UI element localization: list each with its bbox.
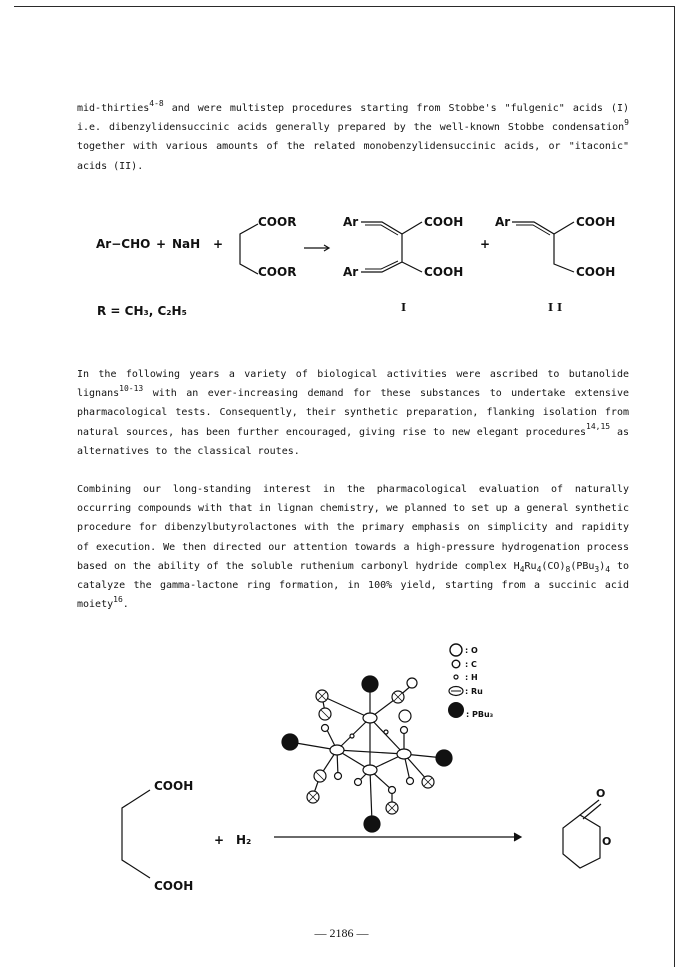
text-run: In the following years a variety of biological activities were ascribed to butanolide lignans bbox=[77, 369, 629, 400]
bond-line bbox=[402, 222, 422, 234]
fulgenic-skeleton bbox=[361, 222, 402, 272]
arrowhead bbox=[514, 833, 521, 841]
subscript: 3 bbox=[594, 564, 600, 574]
ruthenium-cluster-structure bbox=[282, 676, 452, 832]
succinate-skeleton bbox=[240, 224, 258, 274]
text-run: together with various amounts of the related monobenzylidensuccinic acids, or "itaconic" acids (II). bbox=[77, 141, 629, 172]
plus-sign: + bbox=[156, 237, 167, 251]
compound-label-II: I I bbox=[548, 301, 563, 314]
text-run: Ru bbox=[524, 560, 537, 572]
bond-line bbox=[554, 222, 574, 234]
itaconic-skeleton bbox=[512, 222, 574, 272]
text-run: (PBu bbox=[570, 560, 595, 572]
subscript: 4 bbox=[605, 564, 611, 574]
legend-label: : Ru bbox=[465, 687, 483, 696]
double-bond-line bbox=[365, 261, 398, 269]
carbonyl-oxygen: O bbox=[596, 787, 606, 800]
ester-group-top: COOR bbox=[258, 215, 297, 229]
oxygen-legend-icon bbox=[450, 644, 462, 656]
plus-sign: + bbox=[214, 833, 225, 847]
legend-label: : PBu₃ bbox=[466, 710, 494, 719]
carboxyl-bottom: COOH bbox=[576, 265, 616, 279]
succinic-acid-skeleton bbox=[122, 790, 150, 878]
double-bond-line bbox=[365, 225, 398, 235]
carboxyl-bottom: COOH bbox=[424, 265, 464, 279]
reactant-aldehyde: Ar−CHO bbox=[96, 237, 151, 251]
reference-superscript: 16 bbox=[113, 594, 123, 604]
carboxyl-top: COOH bbox=[424, 215, 464, 229]
compound-label-I: I bbox=[401, 301, 407, 314]
text-run: (CO) bbox=[541, 560, 566, 572]
hydrogen-reagent: H₂ bbox=[236, 833, 252, 847]
paragraph-intro bbox=[77, 99, 629, 176]
structure-legend bbox=[448, 644, 494, 719]
page-number: — 2186 — bbox=[314, 926, 369, 940]
subscript: 8 bbox=[565, 564, 571, 574]
legend-label: : H bbox=[465, 673, 478, 682]
bond-line bbox=[402, 262, 422, 272]
text-run: with an ever-increasing demand for these substances to undertake extensive pharmacological tests. Consequently, their synthetic preparation, flanking isolation from natural sources, has been further encouraged, giving rise to new elegant procedures bbox=[77, 388, 629, 438]
pbu3-legend-icon bbox=[448, 702, 464, 718]
text-run: ) bbox=[599, 560, 606, 572]
aryl-group: Ar bbox=[495, 215, 511, 229]
stobbe-scheme bbox=[0, 208, 683, 328]
text-run: to catalyze the gamma-lactone ring formation, in 100% yield, starting from a succinic acid moiety bbox=[77, 560, 629, 611]
reactant-nah: NaH bbox=[172, 237, 201, 251]
legend-label: : O bbox=[465, 646, 478, 655]
text-run: as alternatives to the classical routes. bbox=[77, 426, 630, 457]
legend-label: : C bbox=[465, 660, 477, 669]
text-run: Combining our long-standing interest in the pharmacological evaluation of naturally occurring compounds with that in lignan chemistry, we planned to set up a general synthetic procedure for dibenzylbutyrolactones with the primary emphasis on simplicity and rapidity of execution. We then directed our attention towards a high-pressure hydrogenation process based on the ability of the soluble ruthenium carbonyl hydride complex H bbox=[77, 484, 629, 572]
carboxyl-top: COOH bbox=[576, 215, 616, 229]
reference-superscript: 4-8 bbox=[149, 98, 164, 108]
carboxyl-top: COOH bbox=[154, 779, 194, 793]
ring-oxygen: O bbox=[602, 835, 612, 848]
text-run: . bbox=[122, 599, 129, 611]
paragraph-method bbox=[77, 480, 629, 614]
reference-superscript: 14,15 bbox=[586, 422, 611, 432]
text-run: and were multistep procedures starting from Stobbe's "fulgenic" acids (I) i.e. dibenzylidensuccinic acids generally prepared by the well-known Stobbe condensation bbox=[77, 103, 629, 134]
aryl-bottom: Ar bbox=[343, 265, 359, 279]
hydrogen-legend-icon bbox=[454, 675, 458, 679]
carboxyl-bottom: COOH bbox=[154, 879, 194, 893]
hydrogenation-scheme bbox=[0, 630, 683, 910]
paragraph-lignans bbox=[77, 365, 629, 461]
plus-sign: + bbox=[480, 237, 491, 251]
aryl-top: Ar bbox=[343, 215, 359, 229]
text-run: mid-thirties bbox=[77, 103, 150, 114]
ester-group-bottom: COOR bbox=[258, 265, 297, 279]
reference-superscript: 9 bbox=[624, 117, 629, 127]
carbon-legend-icon bbox=[452, 660, 460, 668]
subscript: 4 bbox=[519, 564, 525, 574]
lactone-ring bbox=[563, 815, 600, 868]
subscript: 4 bbox=[536, 564, 542, 574]
reference-superscript: 10-13 bbox=[119, 383, 144, 393]
r-group-definition: R = CH₃, C₂H₅ bbox=[97, 304, 187, 318]
double-bond-line bbox=[516, 225, 550, 235]
plus-sign: + bbox=[213, 237, 224, 251]
